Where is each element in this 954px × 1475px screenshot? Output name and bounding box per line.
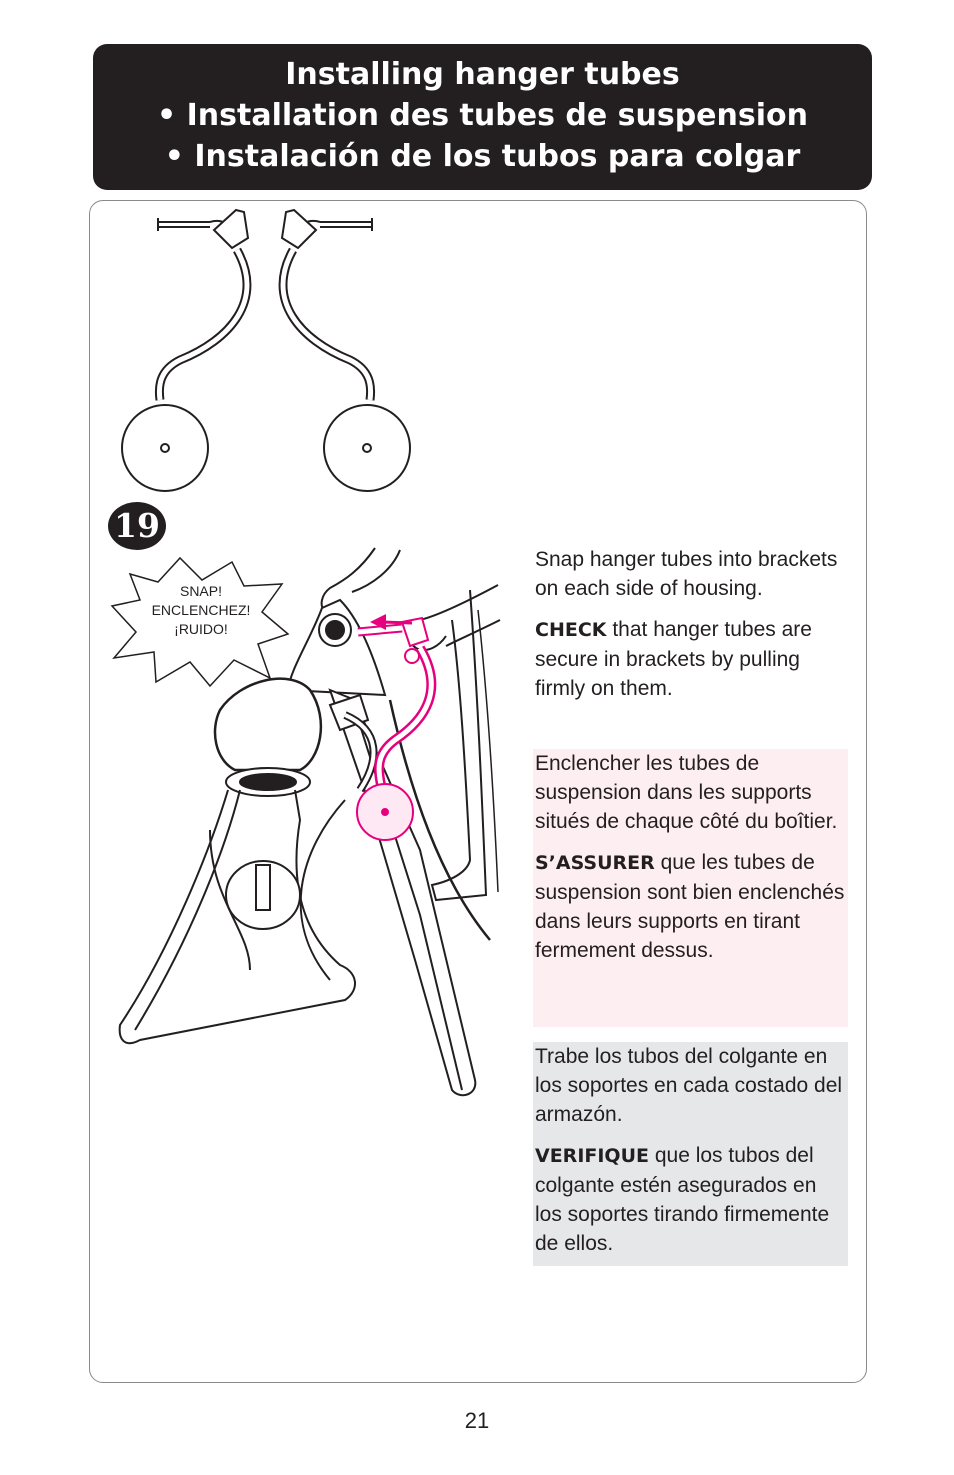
instruction-fr-p2-rest: que les tubes de suspension sont bien enclenchés dans leurs supports en tirant fermement dessus. bbox=[535, 851, 845, 962]
instruction-en-p1: Snap hanger tubes into brackets on each side of housing. bbox=[535, 548, 838, 600]
instruction-es-p2-rest: que los tubos del colgante estén asegurados en los soportes tirando firmemente de ellos. bbox=[535, 1144, 830, 1255]
keyword-sassurer: S’ASSURER bbox=[535, 852, 655, 874]
instructions-french bbox=[533, 749, 848, 1027]
step-number-badge: 19 bbox=[108, 502, 166, 550]
callout-line-es: ¡RUIDO! bbox=[174, 621, 228, 637]
instruction-es-p2 bbox=[535, 1141, 846, 1258]
instructions-spanish bbox=[533, 1042, 848, 1266]
instruction-en-p2 bbox=[535, 615, 846, 703]
page-number: 21 bbox=[464, 1408, 490, 1433]
instructions-english bbox=[533, 545, 848, 715]
instruction-en-p2-rest: that hanger tubes are secure in brackets by pulling firmly on them. bbox=[535, 618, 812, 700]
keyword-verifique: VERIFIQUE bbox=[535, 1145, 649, 1167]
instruction-es-p1: Trabe los tubos del colgante en los soportes en cada costado del armazón. bbox=[535, 1045, 843, 1126]
title-french: • Installation des tubes de suspension bbox=[157, 98, 808, 133]
instruction-fr-p1: Enclencher les tubes de suspension dans les supports situés de chaque côté du boîtier. bbox=[535, 752, 838, 833]
callout-line-fr: ENCLENCHEZ! bbox=[151, 602, 251, 618]
instruction-fr-p2 bbox=[535, 848, 846, 965]
title-spanish: • Instalación de los tubos para colgar bbox=[164, 139, 801, 174]
callout-line-en: SNAP! bbox=[179, 583, 222, 599]
keyword-check: CHECK bbox=[535, 619, 607, 641]
title-english: Installing hanger tubes bbox=[285, 57, 680, 92]
